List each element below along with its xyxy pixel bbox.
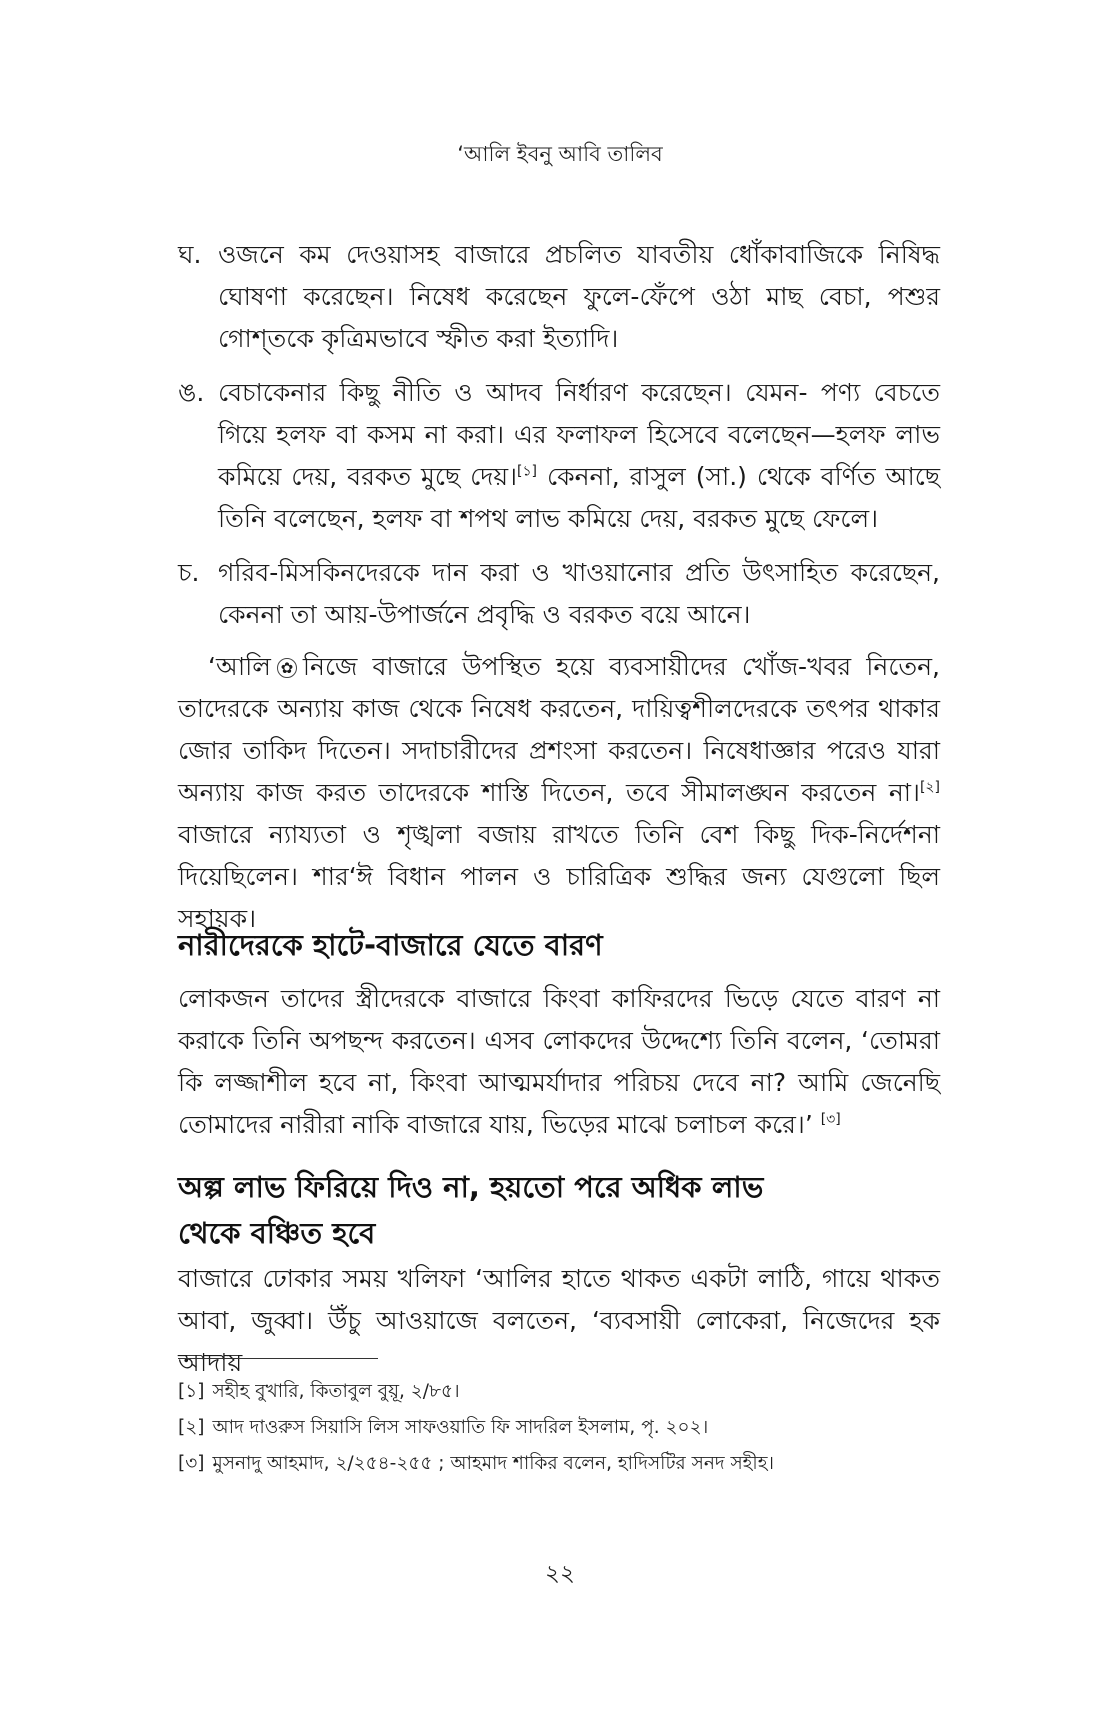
rule-list [178,234,940,648]
list-item [178,552,940,636]
footnote-ref[interactable]: [২] [919,779,940,796]
page-number: ২২ [545,1561,575,1587]
list-item-text: গরিব-মিসকিনদেরকে দান করা ও খাওয়ানোর প্রতি উৎসাহিত করেছেন, কেননা তা আয়-উপার্জনে প্রবৃদ্ধি ও বরকত বয়ে আনে। [218,558,940,629]
list-item [178,372,940,540]
footnote-number: [৩] [178,1453,205,1474]
list-item [178,234,940,360]
paragraph-text: বাজারে ন্যায্যতা ও শৃঙ্খলা বজায় রাখতে তিনি বেশ কিছু দিক-নির্দেশনা দিয়েছিলেন। শার‘ঈ বিধান পালন ও চারিত্রিক শুদ্ধির জন্য যেগুলো ছিল সহায়ক। [178,820,940,933]
body-paragraph [178,646,940,940]
body-paragraph [178,978,940,1146]
footnote-ref[interactable]: [৩] [820,1111,841,1128]
list-item-text-part: বেচাকেনার কিছু নীতি ও আদব নির্ধারণ করেছেন। যেমন- পণ্য বেচতে গিয়ে হলফ বা কসম না করা। এর ফলাফল হিসেবে বলেছেন—হলফ লাভ কমিয়ে দেয়, বরকত মুছে দেয়। [218,378,940,491]
footnotes [178,1374,940,1482]
list-marker: ঙ. [178,378,205,407]
section-heading: নারীদেরকে হাটে-বাজারে যেতে বারণ [178,928,603,962]
list-item-text: ওজনে কম দেওয়াসহ বাজারে প্রচলিত যাবতীয় ধোঁকাবাজিকে নিষিদ্ধ ঘোষণা করেছেন। নিষেধ করেছেন ফুলে-ফেঁপে ওঠা মাছ বেচা, পশুর গোশ্‌তকে কৃত্রিমভাবে স্ফীত করা ইত্যাদি। [218,240,940,353]
body-paragraph: বাজারে ঢোকার সময় খলিফা ‘আলির হাতে থাকত একটা লাঠি, গায়ে থাকত আবা, জুব্বা। উঁচু আওয়াজে বলতেন, ‘ব্যবসায়ী লোকেরা, নিজেদের হক আদায় [178,1264,940,1377]
list-item-text-part: কেননা, রাসুল (সা.) থেকে বর্ণিত আছে তিনি বলেছেন, হলফ বা শপথ লাভ কমিয়ে দেয়, বরকত মুছে ফেলে। [218,462,940,533]
list-item-text [218,372,940,540]
section-heading-line: অল্প লাভ ফিরিয়ে দিও না, হয়তো পরে অধিক লাভ [178,1170,764,1204]
running-head: ‘আলি ইবনু আবি তালিব [457,142,663,166]
honorific-icon: ✿ [277,658,297,678]
paragraph-text: নিজে বাজারে উপস্থিত হয়ে ব্যবসায়ীদের খোঁজ-খবর নিতেন, তাদেরকে অন্যায় কাজ থেকে নিষেধ করতেন, দায়িত্বশীলদেরকে তৎপর থাকার জোর তাকিদ দিতেন। সদাচারীদের প্রশংসা করতেন। নিষেধাজ্ঞার পরেও যারা অন্যায় কাজ করত তাদেরকে শাস্তি দিতেন, তবে সীমালঙ্ঘন করতেন না। [178,652,940,807]
footnote-divider [178,1358,378,1359]
section-heading [178,1164,940,1256]
paragraph-text: লোকজন তাদের স্ত্রীদেরকে বাজারে কিংবা কাফিরদের ভিড়ে যেতে বারণ না করাকে তিনি অপছন্দ করতেন। এসব লোকদের উদ্দেশ্যে তিনি বলেন, ‘তোমরা কি লজ্জাশীল হবে না, কিংবা আত্মমর্যাদার পরিচয় দেবে না? আমি জেনেছি তোমাদের নারীরা নাকি বাজারে যায়, ভিড়ের মাঝে চলাচল করে।’ [178,984,940,1139]
footnote [178,1374,940,1410]
footnote-text: সহীহ বুখারি, কিতাবুল বুয়ূ, ২/৮৫। [212,1381,460,1402]
paragraph-text: ‘আলি [208,652,271,681]
list-marker: ঘ. [178,240,202,269]
footnote-text: আদ দাওরুস সিয়াসি লিস সাফওয়াতি ফি সাদরিল ইসলাম, পৃ. ২০২। [212,1417,709,1438]
footnote-text: মুসনাদু আহমাদ, ২/২৫৪-২৫৫ ; আহমাদ শাকির বলেন, হাদিসটির সনদ সহীহ। [212,1453,775,1474]
section-heading-line: থেকে বঞ্চিত হবে [178,1216,376,1250]
footnote-ref[interactable]: [১] [517,463,538,480]
footnote-number: [২] [178,1417,205,1438]
footnote-number: [১] [178,1381,205,1402]
footnote [178,1446,940,1482]
list-marker: চ. [178,558,200,587]
footnote [178,1410,940,1446]
